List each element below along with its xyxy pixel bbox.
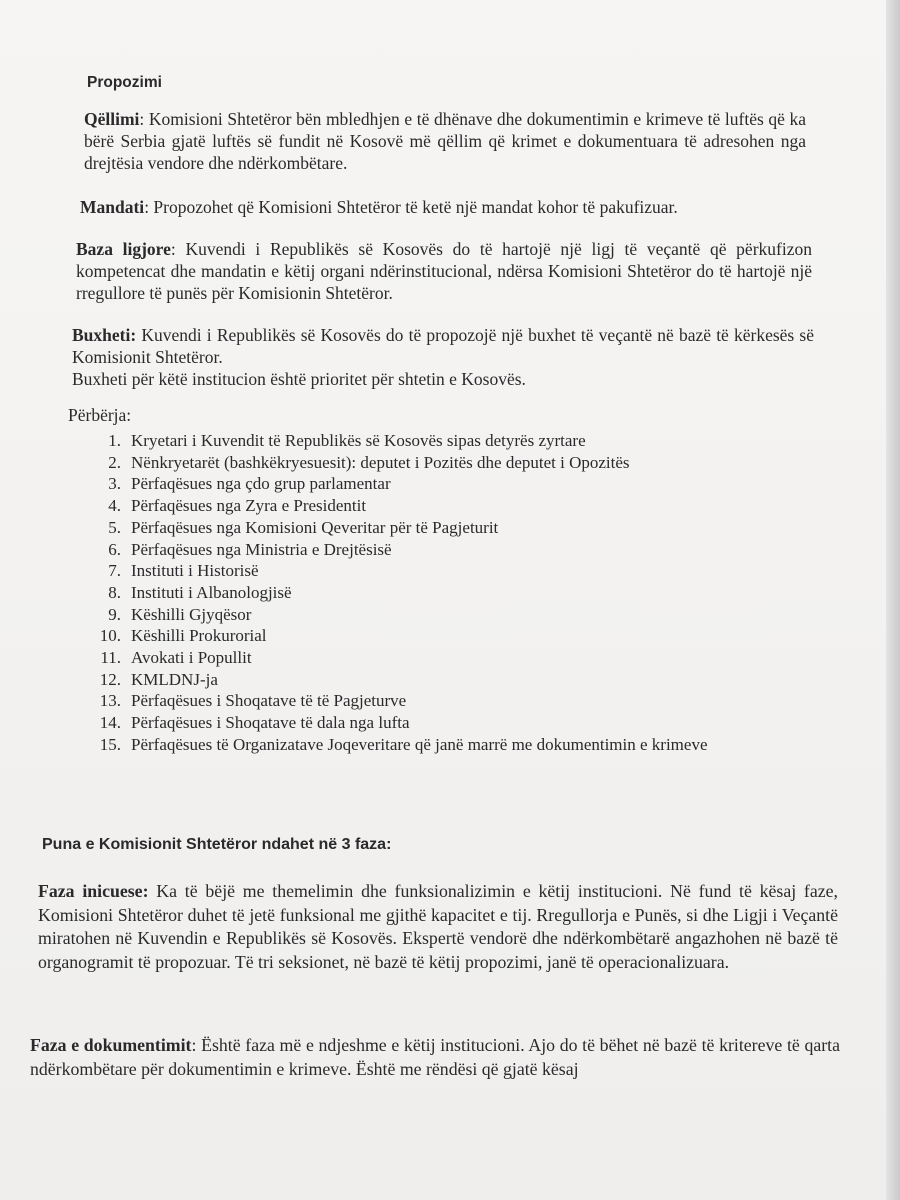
list-item-text: Instituti i Albanologjisë [131,582,292,602]
puna-heading: Puna e Komisionit Shtetëror ndahet në 3 faza: [42,836,392,853]
list-item-number: 3. [108,474,121,494]
section-buxheti [72,324,814,390]
list-item-text: Përfaqësues nga Ministria e Drejtësisë [131,539,392,559]
perberja-title: Përbërja: [68,405,132,425]
list-item [87,647,708,669]
list-item [87,517,708,539]
list-item-text: KMLDNJ-ja [131,669,218,689]
baza-text: : Kuvendi i Republikës së Kosovës do të hartojë një ligj të veçantë që përkufizon kompetencat dhe mandatin e këtij organi ndërinstitucional, ndërsa Komisioni Shtetëror do të hartojë një rregullore të punës për Komisionin Shtetëror. [76,239,812,303]
qellimi-text: : Komisioni Shtetëror bën mbledhjen e të dhënave dhe dokumentimin e krimeve të luftës që ka bërë Serbia gjatë luftës së fundit në Kosovë më qëllim që krimet e dokumentuara të adresohen nga drejtësia vendore dhe ndërkombëtare. [84,109,806,173]
list-item-number: 8. [108,582,121,602]
buxheti-text-2: Buxheti për këtë institucion është prioritet për shtetin e Kosovës. [72,369,526,389]
faza-inicuese-label: Faza inicuese: [38,881,149,901]
buxheti-label: Buxheti: [72,325,137,345]
baza-label: Baza ligjore [76,239,171,259]
section-mandati [80,196,810,218]
list-item [87,712,708,734]
list-item-number: 7. [108,561,121,581]
list-item [87,625,708,647]
list-item-text: Përfaqësues i Shoqatave të të Pagjeturve [131,691,407,711]
page-edge-shadow [886,0,900,1200]
perberja-list [87,430,708,756]
list-item-text: Përfaqësues nga Zyra e Presidentit [131,496,367,516]
list-item [87,539,708,561]
list-item-number: 1. [108,431,121,450]
list-item [87,582,708,604]
list-item-number: 10. [99,626,121,646]
list-item [87,495,708,517]
list-item [87,734,708,756]
list-item [87,669,708,691]
section-baza-ligjore [76,238,812,304]
list-item-text: Këshilli Prokurorial [131,626,267,646]
mandati-label: Mandati [80,197,145,217]
faza-dokumentimit-text: : Është faza më e ndjeshme e këtij institucioni. Ajo do të bëhet në bazë të kritereve të qarta ndërkombëtare për dokumentimin e krimeve. Është me rëndësi që gjatë kësaj [30,1035,840,1079]
document-heading: Propozimi [87,74,162,91]
list-item-text: Këshilli Gjyqësor [131,604,252,624]
buxheti-text: Kuvendi i Republikës së Kosovës do të propozojë një buxhet të veçantë në bazë të kërkesës së Komisionit Shtetëror. [72,325,814,367]
list-item-text: Avokati i Popullit [131,648,252,668]
faza-inicuese-text: Ka të bëjë me themelimin dhe funksionalizimin e këtij institucioni. Në fund të kësaj faze, Komisioni Shtetëror duhet të jetë funksional me gjithë kapacitet e tij. Rregullorja e Punës, si dhe Ligji i Veçantë miratohen në Kuvendin e Republikës së Kosovës. Ekspertë vendorë dhe ndërkombëtarë angazhohen në bazë të organogramit të propozuar. Të tri seksionet, në bazë të këtij propozimi, janë të operacionalizuara. [38,881,838,972]
list-item-text: Përfaqësues nga Komisioni Qeveritar për të Pagjeturit [131,517,499,537]
list-item [87,604,708,626]
list-item-text: Përfaqësues i Shoqatave të dala nga lufta [131,713,410,733]
list-item [87,690,708,712]
list-item-number: 9. [108,604,121,624]
section-faza-dokumentimit [30,1034,840,1081]
list-item-number: 14. [99,713,121,733]
list-item [87,430,708,452]
list-item-text: Përfaqësues nga çdo grup parlamentar [131,474,391,494]
list-item-text: Kryetari i Kuvendit të Republikës së Kosovës sipas detyrës zyrtare [131,431,586,450]
list-item-number: 12. [99,669,121,689]
list-item-text: Nënkryetarët (bashkëkryesuesit): deputet i Pozitës dhe deputet i Opozitës [131,452,630,472]
qellimi-label: Qëllimi [84,109,140,129]
list-item-text: Përfaqësues të Organizatave Joqeveritare që janë marrë me dokumentimin e krimeve [131,734,708,754]
section-qellimi [84,108,806,174]
list-item-number: 6. [108,539,121,559]
list-item-number: 5. [108,517,121,537]
list-item-number: 11. [100,648,121,668]
list-item-text: Instituti i Historisë [131,561,259,581]
list-item [87,452,708,474]
section-faza-inicuese [38,880,838,974]
list-item [87,560,708,582]
list-item-number: 4. [108,496,121,516]
list-item-number: 15. [99,734,121,754]
list-item [87,473,708,495]
list-item-number: 2. [108,452,121,472]
list-item-number: 13. [99,691,121,711]
mandati-text: : Propozohet që Komisioni Shtetëror të ketë një mandat kohor të pakufizuar. [144,197,678,217]
faza-dokumentimit-label: Faza e dokumentimit [30,1035,192,1055]
